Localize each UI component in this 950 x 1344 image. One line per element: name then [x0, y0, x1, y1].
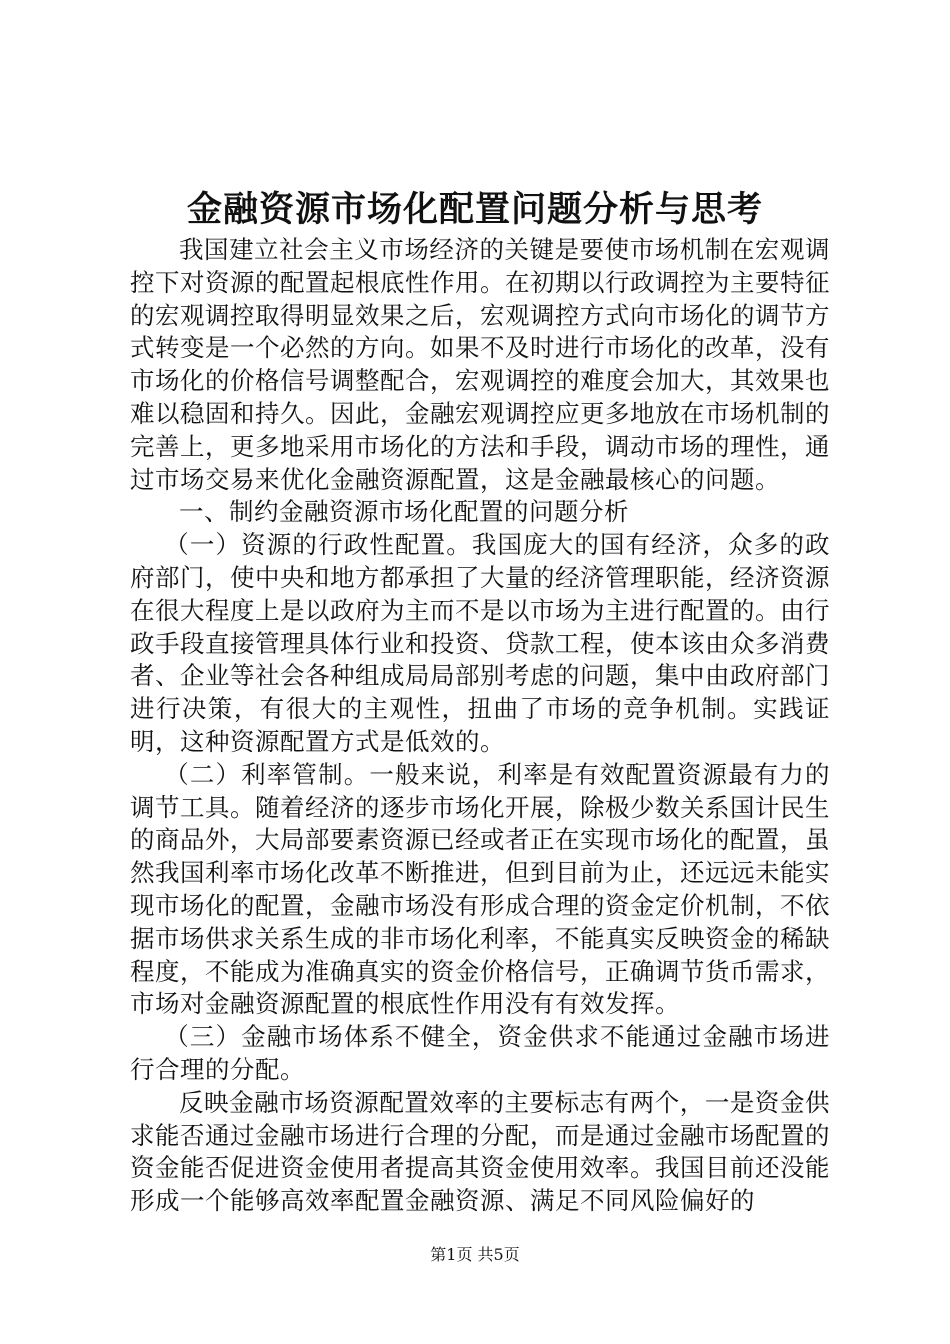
paragraph-point-3: （三）金融市场体系不健全，资金供求不能通过金融市场进行合理的分配。 — [130, 1022, 830, 1084]
section-heading: 一、制约金融资源市场化配置的问题分析 — [179, 497, 629, 527]
document-title: 金融资源市场化配置问题分析与思考 — [186, 189, 763, 230]
paragraph-intro: 我国建立社会主义市场经济的关键是要使市场机制在宏观调控下对资源的配置起根底性作用。在初期以行政调控为主要特征的宏观调控取得明显效果之后，宏观调控方式向市场化的调节方式转变是一个必然的方向。如果不及时进行市场化的改革，没有市场化的价格信号调整配合，宏观调控的难度会加大，其效果也难以稳固和持久。因此，金融宏观调控应更多地放在市场机制的完善上，更多地采用市场化的方法和手段，调动市场的理性，通过市场交易来优化金融资源配置，这是金融最核心的问题。 — [130, 235, 830, 494]
document-body — [130, 234, 830, 1218]
paragraph-point-2: （二）利率管制。一般来说，利率是有效配置资源最有力的调节工具。随着经济的逐步市场化开展，除极少数关系国计民生的商品外，大局部要素资源已经或者正在实现市场化的配置，虽然我国利率市场化改革不断推进，但到目前为止，还远远未能实现市场化的配置，金融市场没有形成合理的资金定价机制，不依据市场供求关系生成的非市场化利率，不能真实反映资金的稀缺程度，不能成为准确真实的资金价格信号，正确调节货币需求，市场对金融资源配置的根底性作用没有有效发挥。 — [130, 759, 830, 1019]
paragraph-point-1: （一）资源的行政性配置。我国庞大的国有经济，众多的政府部门，使中央和地方都承担了大量的经济管理职能，经济资源在很大程度上是以政府为主而不是以市场为主进行配置的。由行政手段直接管理具体行业和投资、贷款工程，使本该由众多消费者、企业等社会各种组成局局部别考虑的问题，集中由政府部门进行决策，有很大的主观性，扭曲了市场的竞争机制。实践证明，这种资源配置方式是低效的。 — [130, 530, 830, 756]
paragraph-efficiency: 反映金融市场资源配置效率的主要标志有两个，一是资金供求能否通过金融市场进行合理的分配，而是通过金融市场配置的资金能否促进资金使用者提高其资金使用效率。我国目前还没能形成一个能够高效率配置金融资源、满足不同风险偏好的 — [130, 1087, 830, 1216]
page-footer: 第1页 共5页 — [430, 1245, 520, 1264]
